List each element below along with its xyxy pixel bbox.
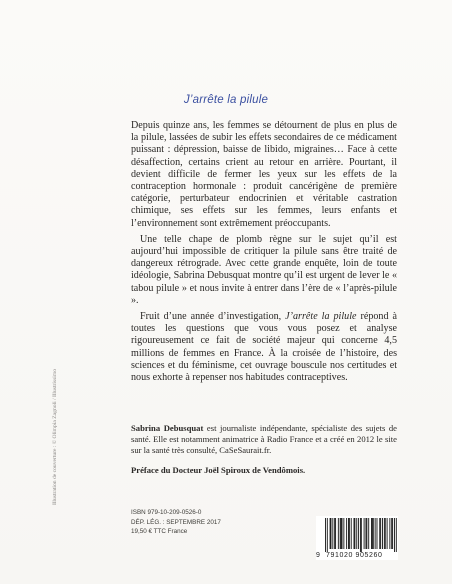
book-title: J’arrête la pilule [183, 94, 269, 106]
barcode-bars [316, 516, 398, 552]
legal-info [131, 508, 221, 537]
barcode-bar [351, 518, 352, 549]
legal-deposit-text: DÉP. LÉG. : SEPTEMBRE 2017 [131, 518, 221, 526]
barcode-bar [343, 518, 344, 549]
barcode-bar [371, 518, 372, 549]
barcode-bar [380, 518, 381, 549]
barcode-bar [348, 518, 349, 549]
barcode-bar [358, 518, 359, 549]
barcode-bar [346, 518, 347, 549]
blurb-paragraph-1: Depuis quinze ans, les femmes se détournent de plus en plus de la pilule, lassées de subir les effets secondaires de ce médicament puissant : dépression, baisse de libido, migraines… Face à cette désaffection, certains crient au retour en arrière. Pourtant, il devient difficile de fermer les yeux sur les effets de la contraception hormonale : produit cancérigène de première catégorie, perturbateur endocrinien et véritable castration chimique, ses effets sur les femmes, leurs enfants et l’environnement sont extrêmement préoccupants. [131, 120, 397, 229]
barcode-bar [377, 518, 378, 549]
barcode-bar [394, 518, 395, 552]
isbn-text: ISBN 979-10-209-0526-0 [131, 509, 202, 516]
author-name: Sabrina Debusquat [131, 423, 204, 433]
barcode-bar [387, 518, 388, 549]
barcode-bar [366, 518, 367, 549]
barcode-bar [325, 518, 326, 552]
barcode-bar [360, 518, 361, 552]
barcode-bar [375, 518, 376, 549]
paragraph-3-rest: répond à toutes les questions que vous vous posez et analyse rigoureusement ce fait de société majeur qui concerne 4,5 millions de femmes en France. À la croisée de l’histoire, des sciences et du féminisme, cet ouvrage bouscule nos certitudes et nous exhorte à repenser nos habitudes contraceptives. [131, 311, 397, 384]
barcode-bar [385, 518, 386, 549]
barcode-first-digit: 9 [316, 552, 321, 559]
barcode-bar [392, 518, 393, 549]
barcode-bar [354, 518, 355, 549]
barcode-bar [391, 518, 392, 549]
barcode-bar [396, 518, 397, 552]
barcode-bar [331, 518, 332, 549]
barcode-bar [338, 518, 339, 549]
barcode-bar [364, 518, 365, 549]
barcode-bar [382, 518, 383, 549]
barcode-bar [327, 518, 328, 552]
isbn-barcode [316, 516, 398, 560]
inline-book-title: J’arrête la pilule [285, 311, 357, 323]
blurb-paragraph-3 [131, 311, 397, 384]
preface-credit: Préface du Docteur Joël Spiroux de Vendômois. [131, 465, 306, 475]
barcode-bar [389, 518, 390, 549]
price-text: 19,50 € TTC France [131, 528, 188, 535]
barcode-bar [342, 518, 343, 549]
barcode-bar [368, 518, 369, 549]
cover-illustration-credit: Illustration de couverture : © Olimpia Zagnoli / Illustrissimo [52, 369, 58, 505]
barcode-bar [365, 518, 366, 549]
paragraph-3-lead: Fruit d’une année d’investigation, [140, 311, 286, 323]
author-bio [131, 423, 397, 456]
barcode-bar [340, 518, 341, 549]
barcode-bar [334, 518, 335, 549]
barcode-bar [341, 518, 342, 549]
author-bio-text: est journaliste indépendante, spécialiste des sujets de santé. Elle est notamment animatrice à Radio France et a créé en 2012 le site sur la santé très consulté, CaSeSaurait.fr. [131, 423, 397, 455]
barcode-bar [330, 518, 331, 549]
barcode-bar [361, 518, 362, 552]
barcode-bar [354, 518, 355, 549]
barcode-bar [335, 518, 336, 549]
barcode-bar [356, 518, 357, 549]
blurb-paragraph-2: Une telle chape de plomb règne sur le sujet qu’il est aujourd’hui impossible de critiquer la pilule sans être traité de dangereux rétrograde. Avec cette grande enquête, loin de toute idéologie, Sabrina Debusquat montre qu’il est urgent de lever le « tabou pilule » et nous invite à entrer dans l’ère de « l’après-pilule ». [131, 233, 397, 306]
barcode-bar [373, 518, 374, 549]
barcode-bar [332, 518, 333, 549]
barcode-bar [379, 518, 380, 549]
barcode-bar [372, 518, 373, 549]
barcode-bar [349, 518, 350, 549]
barcode-bar [384, 518, 385, 549]
blurb [131, 120, 397, 388]
barcode-number: 791020 905260 [326, 552, 383, 559]
